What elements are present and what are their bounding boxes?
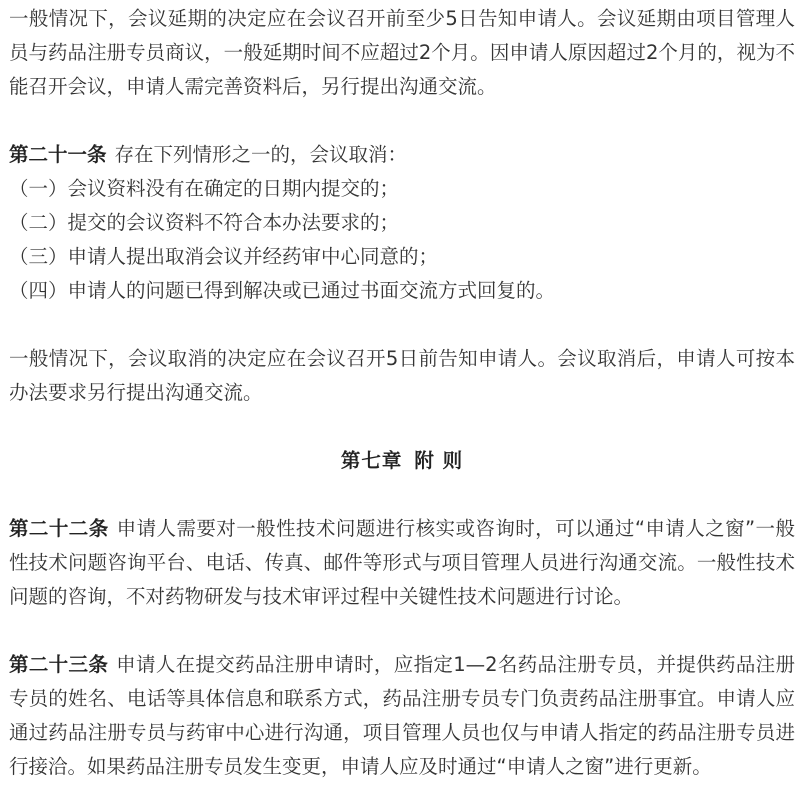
article-23-label: 第二十三条 — [9, 653, 109, 676]
article-21-item-1: （一）会议资料没有在确定的日期内提交的； — [9, 177, 400, 200]
paragraph-meeting-cancellation: 一般情况下，会议取消的决定应在会议召开5日前告知申请人。会议取消后，申请人可按本办法要求另行提出沟通交流。 — [9, 347, 795, 404]
paragraph-gap — [9, 104, 795, 138]
article-21-text: 存在下列情形之一的，会议取消： — [114, 143, 408, 166]
paragraph-meeting-postponement: 一般情况下，会议延期的决定应在会议召开前至少5日告知申请人。会议延期由项目管理人员与药品注册专员商议，一般延期时间不应超过2个月。因申请人原因超过2个月的，视为不能召开会议，申请人需完善资料后，另行提出沟通交流。 — [9, 7, 795, 98]
article-21-heading — [9, 138, 795, 172]
article-21-item-3: （三）申请人提出取消会议并经药审中心同意的； — [9, 245, 439, 268]
article-21-item-2: （二）提交的会议资料不符合本办法要求的； — [9, 211, 400, 234]
chapter-number: 第七章 — [340, 449, 403, 472]
paragraph-gap — [9, 478, 795, 512]
article-21-item-4: （四）申请人的问题已得到解决或已通过书面交流方式回复的。 — [9, 279, 556, 302]
chapter-title: 附 则 — [414, 449, 464, 472]
chapter-heading — [9, 444, 795, 478]
paragraph-gap — [9, 614, 795, 648]
document-body — [0, 2, 800, 784]
paragraph-gap — [9, 410, 795, 444]
article-22-text: 申请人需要对一般性技术问题进行核实或咨询时，可以通过“申请人之窗”一般性技术问题咨询平台、电话、传真、邮件等形式与项目管理人员进行沟通交流。一般性技术问题的咨询，不对药物研发与技术审评过程中关键性技术问题进行讨论。 — [9, 517, 795, 608]
article-21-label: 第二十一条 — [9, 143, 107, 166]
paragraph-gap — [9, 308, 795, 342]
article-22-label: 第二十二条 — [9, 517, 109, 540]
article-23-text: 申请人在提交药品注册申请时，应指定1—2名药品注册专员，并提供药品注册专员的姓名、电话等具体信息和联系方式，药品注册专员专门负责药品注册事宜。申请人应通过药品注册专员与药审中心进行沟通，项目管理人员也仅与申请人指定的药品注册专员进行接洽。如果药品注册专员发生变更，申请人应及时通过“申请人之窗”进行更新。 — [9, 653, 795, 778]
article-22 — [9, 512, 795, 614]
article-23 — [9, 648, 795, 784]
